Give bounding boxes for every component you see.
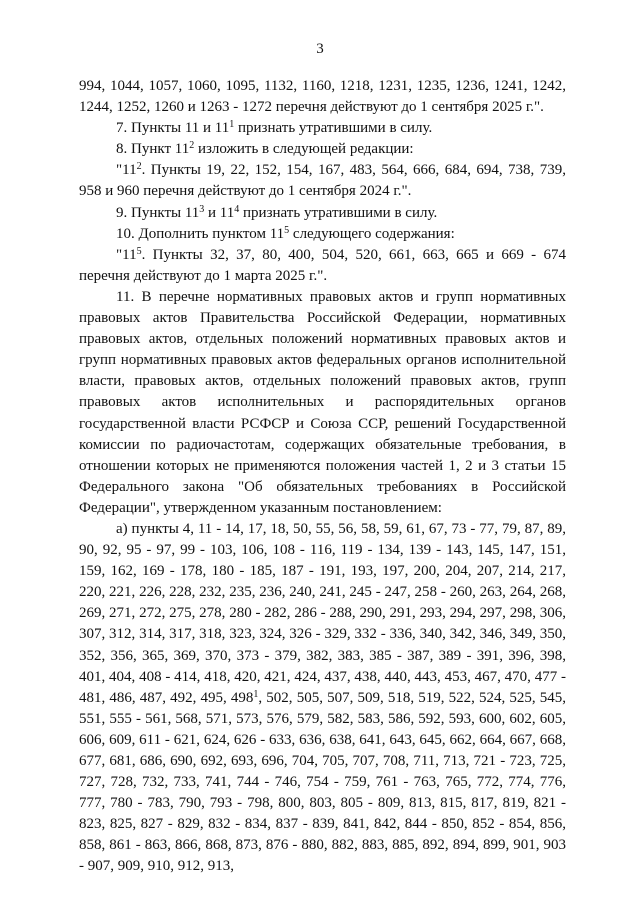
text-run: , 502, 505, 507, 509, 518, 519, 522, 524, 525, 545, 551, 555 - 561, 568, 571, 573, 576, 579, 582, 583, 586, 592, 593, 600, 602, 605, 606, 609, 611 - 621, 624, 626 - 633, 636, 638, 641, 643, 645, 662, 664, 667, 668, 677, 681, 686, 690, 692, 693, 696, 704, 705, 707, 708, 711, 713, 721 - 723, 725, 727, 728, 732, 733, 741, 744 - 746, 754 - 759, 761 - 763, 765, 772, 774, 776, 777, 780 - 783, 790, 793 - 798, 800, 803, 805 - 809, 813, 815, 817, 819, 821 - 823, 825, 827 - 829, 832 - 834, 837 - 839, 841, 842, 844 - 850, 852 - 854, 856, 858, 861 - 863, 866, 868, 873, 876 - 880, 882, 883, 885, 892, 894, 899, 901, 903 - 907, 909, 910, 912, 913, bbox=[79, 689, 567, 875]
paragraph bbox=[79, 160, 566, 202]
superscript: 5 bbox=[136, 245, 142, 257]
text-run: 994, 1044, 1057, 1060, 1095, 1132, 1160, 1218, 1231, 1235, 1236, 1241, 1242, 1244, 1252, 1260 и 1263 - 1272 перечня действуют до 1 сентября 2025 г.". bbox=[79, 78, 566, 116]
text-run: признать утратившими в силу. bbox=[239, 204, 438, 221]
paragraph bbox=[79, 76, 566, 118]
document-body bbox=[79, 76, 566, 878]
page-number: 3 bbox=[316, 41, 324, 57]
text-run: признать утратившими в силу. bbox=[234, 120, 433, 137]
text-run: 9. Пункты 11 bbox=[116, 204, 200, 221]
superscript: 4 bbox=[234, 203, 240, 215]
text-run: "11 bbox=[116, 246, 137, 263]
superscript: 3 bbox=[199, 203, 205, 215]
text-run: следующего содержания: bbox=[289, 225, 455, 242]
text-run: и 11 bbox=[204, 204, 235, 221]
text-run: 11. В перечне нормативных правовых актов и групп нормативных правовых актов Правительства Российской Федерации, нормативных правовых актов, отдельных положений нормативных правовых актов и групп нормативных правовых актов федеральных органов исполнительной власти, правовых актов, отдельных положений правовых актов, групп правовых актов исполнительных и распорядительных органов государственной власти РСФСР и Союза ССР, решений Государственной комиссии по радиочастотам, содержащих обязательные требования, в отношении которых не применяются положения частей 1, 2 и 3 статьи 15 Федерального закона "Об обязательных требованиях в Российской Федерации", утвержденном указанным постановлением: bbox=[79, 288, 566, 516]
paragraph bbox=[79, 118, 566, 139]
superscript: 2 bbox=[189, 140, 195, 152]
text-run: "11 bbox=[116, 162, 137, 179]
text-run: 7. Пункты 11 и 11 bbox=[116, 120, 230, 137]
superscript: 1 bbox=[253, 688, 259, 700]
text-run: . Пункты 19, 22, 152, 154, 167, 483, 564, 666, 684, 694, 738, 739, 958 и 960 перечня действуют до 1 сентября 2024 г.". bbox=[79, 162, 566, 200]
paragraph bbox=[79, 519, 566, 878]
text-run: 8. Пункт 11 bbox=[116, 141, 190, 158]
superscript: 5 bbox=[284, 224, 290, 236]
text-run: 10. Дополнить пунктом 11 bbox=[116, 225, 285, 242]
paragraph bbox=[79, 287, 566, 519]
superscript: 2 bbox=[136, 161, 142, 173]
paragraph bbox=[79, 203, 566, 224]
paragraph bbox=[79, 139, 566, 160]
paragraph bbox=[79, 245, 566, 287]
text-run: . Пункты 32, 37, 80, 400, 504, 520, 661, 663, 665 и 669 - 674 перечня действуют до 1 марта 2025 г.". bbox=[79, 246, 566, 284]
paragraph bbox=[79, 224, 566, 245]
text-run: изложить в следующей редакции: bbox=[194, 141, 414, 158]
superscript: 1 bbox=[229, 119, 235, 131]
text-run: а) пункты 4, 11 - 14, 17, 18, 50, 55, 56, 58, 59, 61, 67, 73 - 77, 79, 87, 89, 90, 92, 95 - 97, 99 - 103, 106, 108 - 116, 119 - 134, 139 - 143, 145, 147, 151, 159, 162, 169 - 178, 180 - 185, 187 - 191, 193, 197, 200, 204, 207, 214, 217, 220, 221, 226, 228, 232, 235, 236, 240, 241, 245 - 247, 258 - 260, 263, 264, 268, 269, 271, 272, 275, 278, 280 - 282, 286 - 288, 290, 291, 293, 294, 297, 298, 306, 307, 312, 314, 317, 318, 323, 324, 326 - 329, 332 - 336, 340, 342, 346, 349, 350, 352, 356, 365, 369, 370, 373 - 379, 382, 383, 385 - 387, 389 - 391, 396, 398, 401, 404, 408 - 414, 418, 420, 421, 424, 437, 438, 440, 443, 453, 467, 470, 477 - 481, 486, 487, 492, 495, 498 bbox=[79, 520, 566, 706]
